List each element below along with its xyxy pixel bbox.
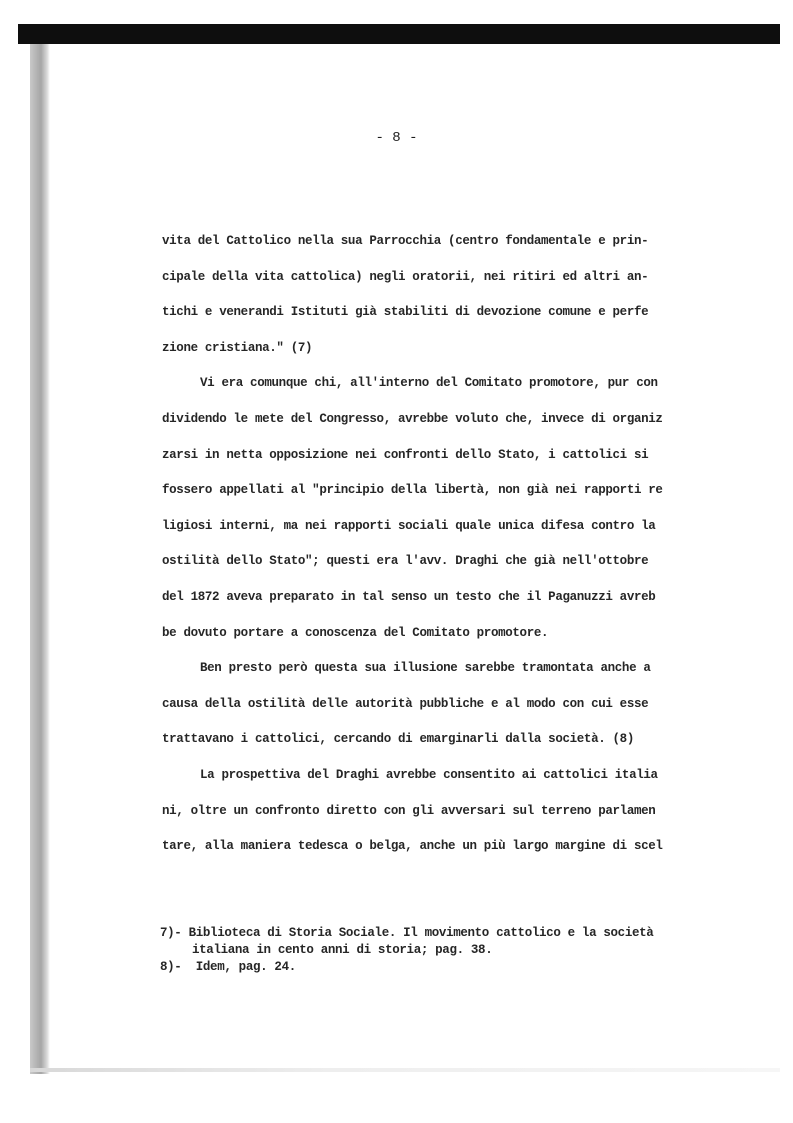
text-line: tichi e venerandi Istituti già stabiliti di devozione comune e perfe (162, 305, 649, 320)
text-line: zarsi in netta opposizione nei confronti dello Stato, i cattolici si (162, 447, 649, 462)
footnote-7: 7)- Biblioteca di Storia Sociale. Il movimento cattolico e la società (160, 926, 654, 940)
text-line: fossero appellati al "principio della libertà, non già nei rapporti re (162, 483, 663, 498)
text-line: La prospettiva del Draghi avrebbe consentito ai cattolici italia (200, 767, 658, 782)
text-line: causa della ostilità delle autorità pubbliche e al modo con cui esse (162, 696, 649, 711)
text-line: ligiosi interni, ma nei rapporti sociali quale unica difesa contro la (162, 518, 656, 533)
text-line: vita del Cattolico nella sua Parrocchia (centro fondamentale e prin- (162, 234, 649, 248)
scan-bottom-edge (30, 1068, 780, 1072)
text-line: Vi era comunque chi, all'interno del Comitato promotore, pur con (200, 376, 658, 391)
footnote-7-continuation: italiana in cento anni di storia; pag. 38. (192, 943, 493, 957)
text-line: Ben presto però questa sua illusione sarebbe tramontata anche a (200, 661, 651, 676)
text-line: tare, alla maniera tedesca o belga, anche un più largo margine di scel (162, 839, 663, 854)
footnote-8: 8)- Idem, pag. 24. (160, 960, 296, 974)
page-number: - 8 - (375, 130, 418, 146)
text-line: trattavano i cattolici, cercando di emarginarli dalla società. (8) (162, 732, 634, 747)
scan-binding-shadow (30, 44, 50, 1074)
text-line: zione cristiana." (7) (162, 340, 313, 355)
text-line: del 1872 aveva preparato in tal senso un testo che il Paganuzzi avreb (162, 589, 656, 604)
text-line: ostilità dello Stato"; questi era l'avv. Draghi che già nell'ottobre (162, 554, 649, 569)
text-line: cipale della vita cattolica) negli oratorii, nei ritiri ed altri an- (162, 269, 649, 284)
text-line: ni, oltre un confronto diretto con gli avversari sul terreno parlamen (162, 803, 656, 818)
body-text (162, 229, 702, 870)
text-line: be dovuto portare a conoscenza del Comitato promotore. (162, 625, 549, 640)
text-line: dividendo le mete del Congresso, avrebbe voluto che, invece di organiz (162, 411, 663, 426)
scan-top-border (18, 24, 780, 44)
footnotes (160, 925, 720, 976)
